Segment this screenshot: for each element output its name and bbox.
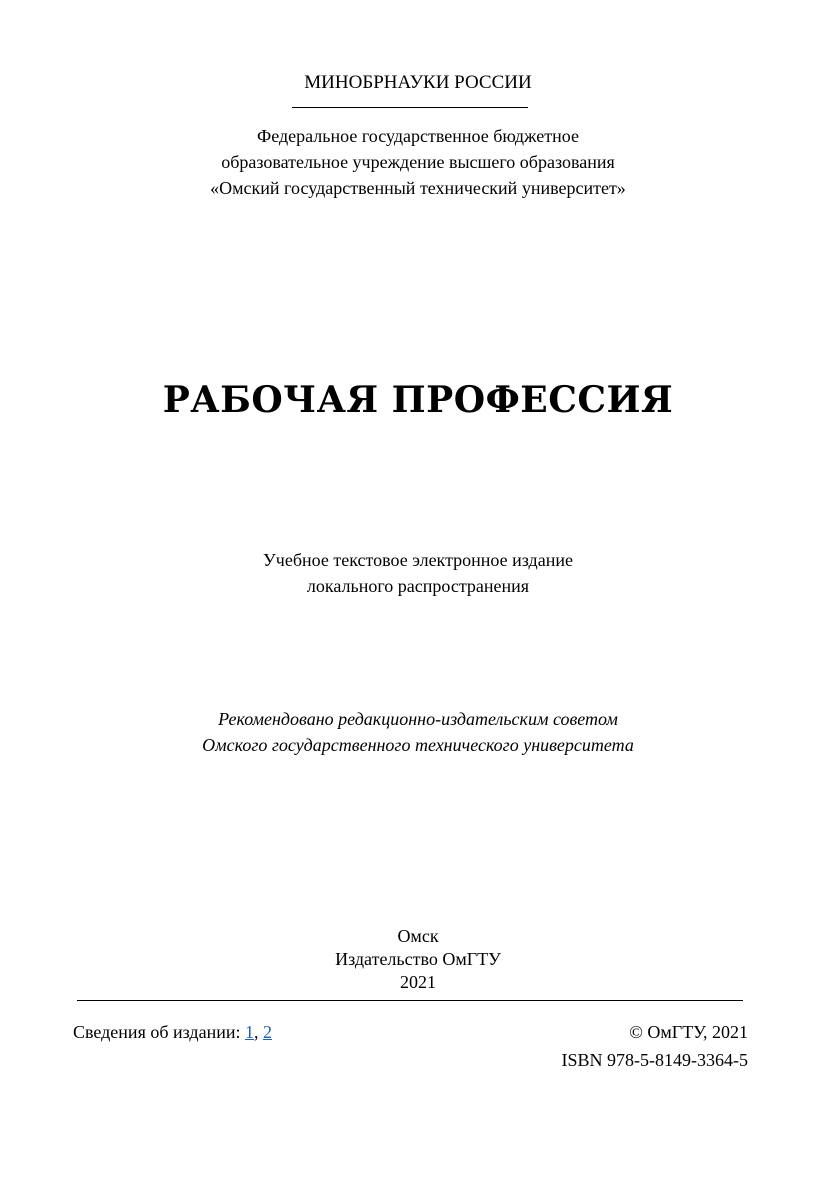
recommendation-note [0, 706, 836, 758]
edition-info [73, 1020, 272, 1044]
edition-info-link-2[interactable]: 2 [262, 1022, 272, 1042]
imprint-city: Омск [397, 926, 439, 946]
imprint-publisher: Издательство ОмГТУ [335, 949, 501, 969]
edition-line: Учебное текстовое электронное издание [263, 550, 573, 570]
link-separator: , [253, 1022, 263, 1042]
ministry-divider [292, 107, 528, 108]
institution-line: образовательное учреждение высшего образования [221, 152, 615, 172]
ministry-name: МИНОБРНАУКИ РОССИИ [304, 72, 532, 93]
recommendation-line: Рекомендовано редакционно-издательским советом [218, 709, 618, 729]
edition-info-label: Сведения об издании: [73, 1022, 245, 1042]
edition-type [0, 547, 836, 599]
edition-line: локального распространения [306, 576, 530, 596]
recommendation-line: Омского государственного технического университета [202, 735, 634, 755]
imprint-year: 2021 [400, 972, 436, 992]
isbn-number: ISBN 978-5-8149-3364-5 [561, 1050, 748, 1070]
document-title: РАБОЧАЯ ПРОФЕССИЯ [162, 379, 674, 421]
institution-line: Федеральное государственное бюджетное [257, 126, 579, 146]
copyright-notice: © ОмГТУ, 2021 [629, 1022, 748, 1042]
imprint-block [0, 925, 836, 994]
ministry-header [0, 71, 836, 95]
institution-line: «Омский государственный технический университет» [210, 178, 626, 198]
edition-info-link-1[interactable]: 1 [244, 1022, 254, 1042]
footer-divider [77, 1000, 743, 1001]
institution-block [0, 123, 836, 201]
